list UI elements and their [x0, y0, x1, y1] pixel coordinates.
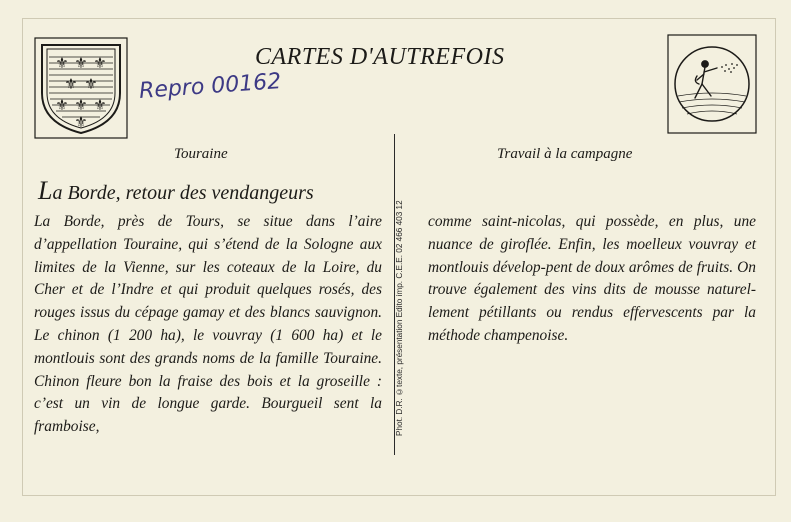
- photo-credit: Phot. D.R. ©texte, présentation Edito imp. C.E.E. 02 466 403 12: [395, 200, 404, 436]
- svg-text:⚜: ⚜: [74, 96, 88, 114]
- card-heading: [38, 176, 314, 206]
- region-label-left: Touraine: [174, 146, 228, 162]
- heading-initial: L: [38, 176, 53, 205]
- region-label-right: Travail à la campagne: [497, 146, 633, 162]
- svg-text:⚜: ⚜: [55, 96, 69, 114]
- description-left-column: La Borde, près de Tours, se situe dans l’aire d’appellation Touraine, qui s’étend de la Sologne aux limites de la Vienne, sur les coteaux de la Loire, du Cher et de l’Indre et qui produit quelques rosés, des rouges issus du cépage gamay et des blancs sauvignon. Le chinon (1 200 ha), le vouvray (1 600 ha) et le montlouis sont des grands noms de la famille Touraine. Chinon fleure bon la fraise des bois et la groseille : c’est un vin de longue garde. Bourgueil sent la framboise,: [34, 213, 382, 436]
- svg-text:⚜: ⚜: [93, 96, 107, 114]
- svg-text:⚜: ⚜: [74, 54, 88, 72]
- svg-text:⚜: ⚜: [93, 54, 107, 72]
- svg-text:⚜: ⚜: [64, 75, 78, 93]
- handwritten-reference: Repro 00162: [138, 69, 282, 104]
- heading-text: a Borde, retour des vendangeurs: [52, 182, 314, 204]
- sower-icon: [667, 34, 757, 134]
- collection-title: CARTES D'AUTREFOIS: [255, 44, 505, 70]
- svg-text:⚜: ⚜: [84, 75, 98, 93]
- description-right-column: comme saint-nicolas, qui possède, en plus, une nuance de giroflée. Enfin, les moelleux vouvray et montlouis dévelop-pent de doux arômes de fruits. On trouve également des vins dits de mousse naturel-lement pétillants ou rendus effervescents par la méthode champenoise.: [428, 213, 756, 344]
- fleur-de-lis-shield-icon: [34, 37, 128, 139]
- svg-text:⚜: ⚜: [74, 113, 88, 131]
- svg-text:⚜: ⚜: [55, 54, 69, 72]
